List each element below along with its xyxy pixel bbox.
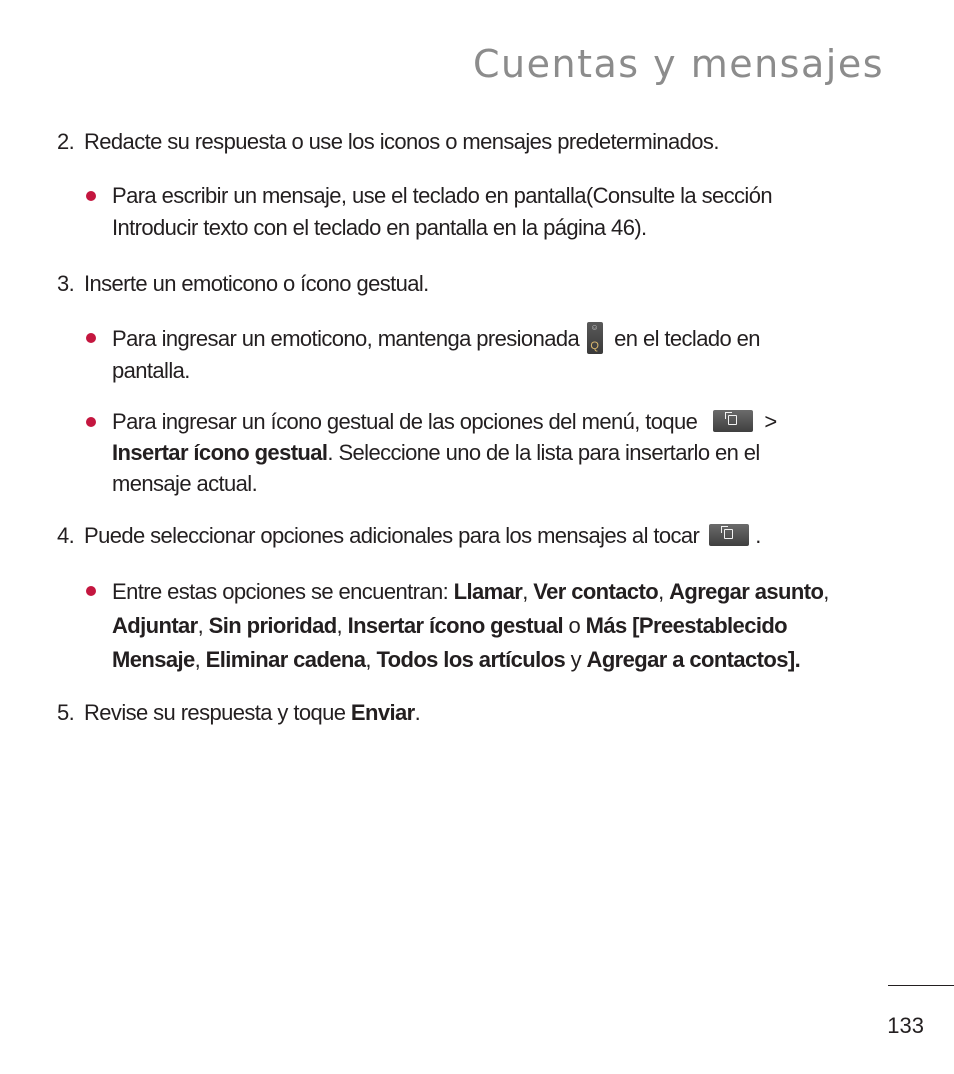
option-mas: Más [Preestablecido: [585, 613, 788, 638]
smiley-icon: ☺: [590, 323, 599, 332]
option-insertar-icono-gestual: Insertar ícono gestual: [347, 613, 563, 638]
bullet-text: Para ingresar un ícono gestual de las opciones del menú, toque: [112, 409, 698, 434]
menu-key-icon: [713, 410, 753, 432]
menu-option: Insertar ícono gestual: [112, 440, 328, 465]
step-text: Puede seleccionar opciones adicionales para los mensajes al tocar: [84, 523, 700, 548]
bullet-line: Para escribir un mensaje, use el teclado en pantalla(Consulte la sección: [112, 183, 772, 208]
bullet-line: Introducir texto con el teclado en pantalla en la página 46).: [112, 215, 647, 240]
bullet-dot-icon: [86, 191, 96, 201]
bullet-item: [86, 575, 886, 677]
step-text: Revise su respuesta y toque: [84, 700, 351, 725]
option-sin-prioridad: Sin prioridad: [208, 613, 337, 638]
bullet-dot-icon: [86, 417, 96, 427]
option-todos-los-articulos: Todos los artículos: [376, 647, 566, 672]
conjunction: y: [565, 647, 587, 672]
key-label: Q: [590, 340, 599, 352]
conjunction: o: [563, 613, 586, 638]
comma: ,: [823, 579, 829, 604]
step-text: Inserte un emoticono o ícono gestual.: [84, 271, 429, 296]
comma: ,: [194, 647, 206, 672]
step-text: Redacte su respuesta o use los iconos o mensajes predeterminados.: [84, 129, 719, 154]
step-2: [57, 126, 719, 158]
bullet-text: Para ingresar un emoticono, mantenga presionada: [112, 326, 580, 351]
bullet-text: Entre estas opciones se encuentran:: [112, 579, 454, 604]
page-title: Cuentas y mensajes: [472, 42, 884, 86]
separator: >: [764, 409, 777, 434]
step-number: 3.: [57, 271, 75, 296]
option-adjuntar: Adjuntar: [112, 613, 198, 638]
bullet-item: [86, 180, 846, 244]
enviar-label: Enviar: [350, 700, 415, 725]
bullet-line: mensaje actual.: [112, 471, 258, 496]
emoticon-key-icon: [587, 322, 603, 354]
option-agregar-asunto: Agregar asunto: [669, 579, 824, 604]
option-agregar-a-contactos: Agregar a contactos].: [586, 647, 801, 672]
step-4: [57, 520, 761, 552]
bullet-line: pantalla.: [112, 358, 190, 383]
step-number: 5.: [57, 700, 75, 725]
bullet-dot-icon: [86, 586, 96, 596]
step-5: [57, 697, 420, 729]
bullet-item: [86, 406, 846, 499]
bullet-dot-icon: [86, 333, 96, 343]
bullet-text: . Seleccione uno de la lista para insertarlo en el: [327, 440, 760, 465]
bullet-item: [86, 322, 846, 387]
punctuation: .: [414, 700, 421, 725]
comma: ,: [336, 613, 348, 638]
comma: ,: [197, 613, 209, 638]
menu-key-icon: [709, 524, 749, 546]
punctuation: .: [755, 523, 761, 548]
comma: ,: [522, 579, 534, 604]
page-number: 133: [887, 1013, 924, 1038]
step-3: [57, 268, 429, 300]
option-llamar: Llamar: [453, 579, 523, 604]
option-eliminar-cadena: Eliminar cadena: [205, 647, 366, 672]
step-number: 2.: [57, 129, 75, 154]
bullet-text: en el teclado en: [614, 326, 760, 351]
option-ver-contacto: Ver contacto: [533, 579, 659, 604]
comma: ,: [658, 579, 670, 604]
step-number: 4.: [57, 523, 75, 548]
option-mensaje: Mensaje: [112, 647, 195, 672]
footer-rule: [888, 985, 954, 986]
comma: ,: [365, 647, 377, 672]
